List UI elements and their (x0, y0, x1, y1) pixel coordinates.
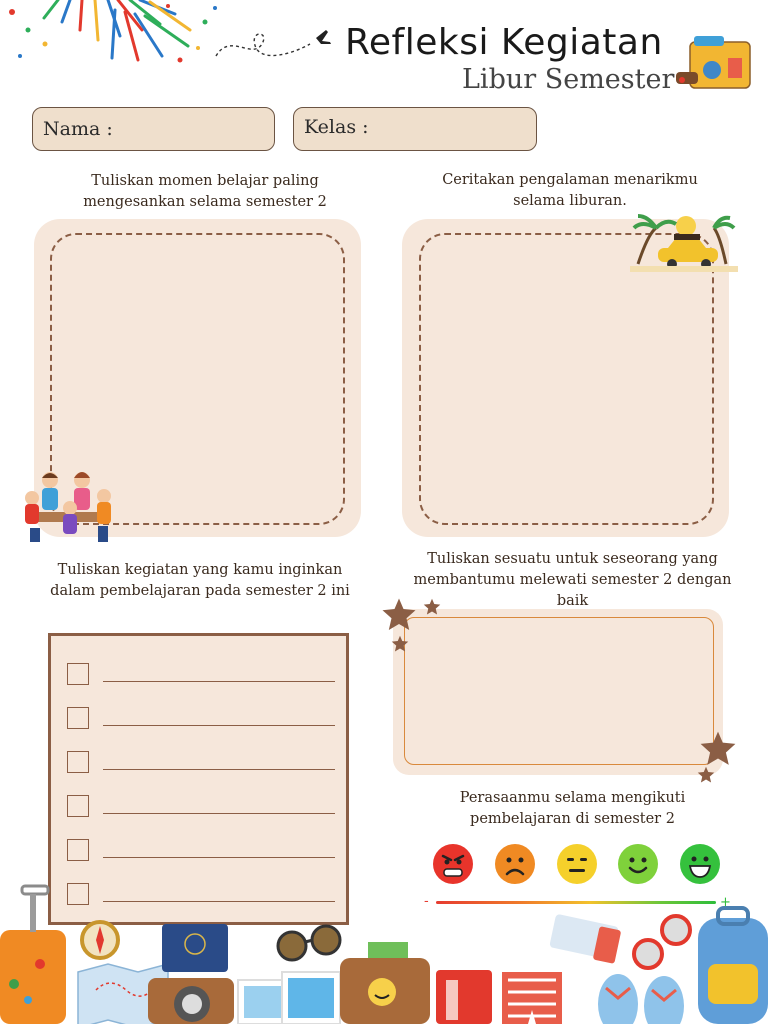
checklist-line[interactable] (103, 769, 335, 770)
fireworks-decoration (0, 0, 230, 70)
holiday-story-writing-area[interactable] (419, 233, 714, 525)
scale-min-sign: - (424, 894, 429, 909)
checkbox[interactable] (67, 707, 89, 729)
suitcase-illustration (676, 32, 756, 94)
checkbox[interactable] (67, 795, 89, 817)
checklist-line[interactable] (103, 681, 335, 682)
beach-car-illustration (630, 212, 738, 272)
checklist-item (67, 663, 337, 687)
checkbox[interactable] (67, 751, 89, 773)
checklist-item (67, 795, 337, 819)
learning-moment-prompt: Tuliskan momen belajar paling mengesankan selama semester 2 (83, 173, 327, 210)
checklist-item (67, 707, 337, 731)
star-icon (697, 766, 715, 784)
checklist-line[interactable] (103, 857, 335, 858)
star-icon (391, 635, 409, 653)
checklist-line[interactable] (103, 725, 335, 726)
page-subtitle: Libur Semester (462, 64, 675, 95)
feelings-prompt: Perasaanmu selama mengikuti pembelajaran di semester 2 (459, 790, 686, 827)
class-label: Kelas : (304, 116, 369, 138)
thank-you-note-writing-area[interactable] (404, 617, 714, 765)
star-icon (699, 730, 737, 768)
name-label: Nama : (43, 118, 113, 140)
checklist-line[interactable] (103, 813, 335, 814)
smiling-face-icon[interactable] (617, 843, 659, 885)
scale-max-sign: + (720, 895, 731, 910)
checklist-item (67, 839, 337, 863)
class-field[interactable] (293, 107, 537, 151)
page-title: Refleksi Kegiatan (345, 22, 663, 63)
sad-face-icon[interactable] (494, 843, 536, 885)
wished-activities-prompt: Tuliskan kegiatan yang kamu inginkan dalam pembelajaran pada semester 2 ini (50, 562, 350, 599)
angry-face-icon[interactable] (432, 843, 474, 885)
star-icon (381, 597, 417, 633)
star-icon (423, 598, 441, 616)
kids-studying-illustration (22, 468, 118, 548)
checkbox[interactable] (67, 839, 89, 861)
checklist-item (67, 751, 337, 775)
holiday-story-prompt: Ceritakan pengalaman menarikmu selama liburan. (442, 172, 698, 209)
grinning-face-icon[interactable] (679, 843, 721, 885)
checkbox[interactable] (67, 663, 89, 685)
thank-you-note-prompt: Tuliskan sesuatu untuk seseorang yang membantumu melewati semester 2 dengan baik (413, 551, 732, 609)
name-field[interactable] (32, 107, 275, 151)
travel-items-illustration (0, 880, 768, 1024)
airplane-path-decoration (212, 22, 340, 64)
neutral-face-icon[interactable] (556, 843, 598, 885)
